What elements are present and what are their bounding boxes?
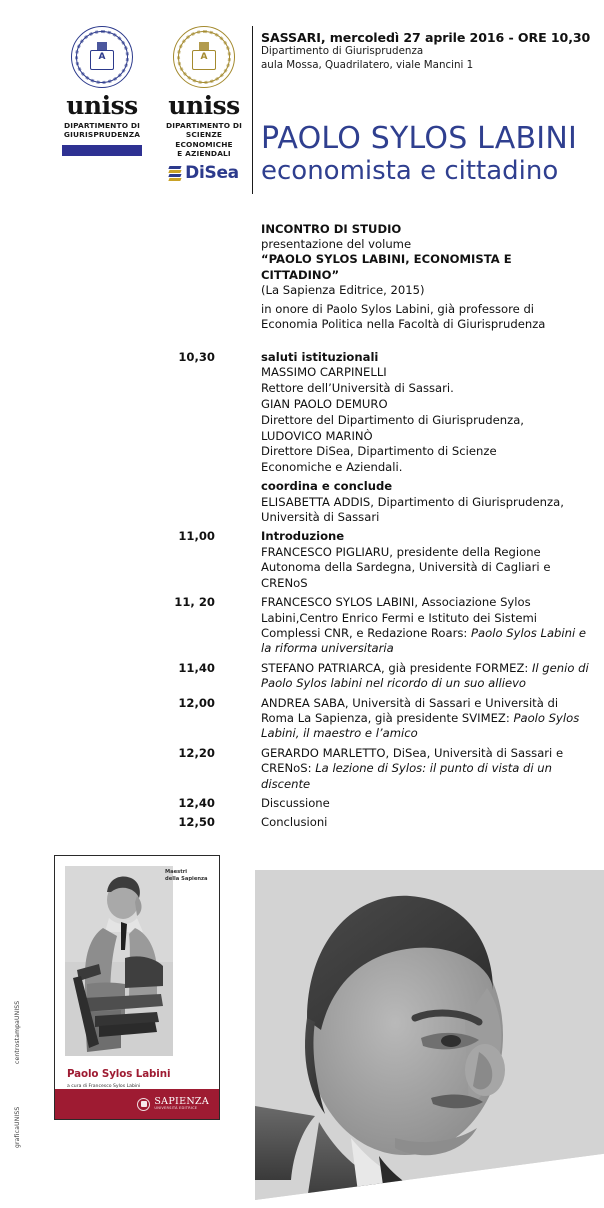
bottom-imagery bbox=[0, 855, 604, 1208]
schedule-body bbox=[261, 796, 591, 812]
seal-letter-gold: A bbox=[200, 52, 208, 62]
disea-bars-icon bbox=[169, 166, 183, 181]
intro-book-title: “PAOLO SYLOS LABINI, ECONOMISTA E CITTADINO” bbox=[261, 252, 512, 282]
uniss-seal-gold-icon bbox=[173, 26, 235, 88]
schedule-time: 11, 20 bbox=[174, 595, 215, 610]
schedule-entry bbox=[261, 696, 591, 742]
portrait-photo bbox=[255, 870, 604, 1200]
speaker-role: Rettore dell’Università di Sassari. bbox=[261, 380, 454, 395]
schedule-row bbox=[0, 595, 604, 658]
schedule-list bbox=[0, 350, 604, 835]
speaker-role: Direttore DiSea, Dipartimento di Scienze bbox=[261, 444, 497, 459]
schedule-row bbox=[0, 350, 604, 476]
entry-title-italic: La lezione di Sylos: il punto di vista di un discente bbox=[261, 761, 552, 791]
intro-presentation: presentazione del volume bbox=[261, 237, 412, 252]
book-publisher-band bbox=[55, 1089, 219, 1119]
speaker-name: ELISABETTA ADDIS, Dipartimento di Giurisprudenza, bbox=[261, 494, 564, 509]
publisher-subtitle: UNIVERSITÀ EDITRICE bbox=[154, 1106, 198, 1111]
schedule-time: 11,00 bbox=[178, 529, 215, 544]
entry-title-italic: Paolo Sylos Labini e la riforma universitaria bbox=[261, 625, 587, 656]
event-venue: aula Mossa, Quadrilatero, viale Mancini 1 bbox=[261, 58, 474, 71]
publisher-text bbox=[154, 1097, 209, 1111]
schedule-row bbox=[0, 746, 604, 793]
poster-header bbox=[0, 0, 604, 212]
schedule-body bbox=[261, 350, 591, 476]
entry-text: GERARDO MARLETTO, DiSea, Università di Sassari e CRENoS: bbox=[261, 745, 564, 776]
dept-left-line1: DIPARTIMENTO DI bbox=[63, 121, 141, 130]
title-subtitle: economista e cittadino bbox=[261, 156, 559, 186]
schedule-body bbox=[261, 815, 591, 831]
schedule-time: 12,00 bbox=[178, 695, 215, 710]
schedule-time: 11,40 bbox=[178, 660, 215, 675]
header-vertical-divider bbox=[252, 26, 253, 194]
schedule-entry bbox=[261, 661, 591, 692]
schedule-entry bbox=[261, 595, 591, 657]
schedule-time: 10,30 bbox=[178, 350, 215, 364]
publisher-name: SAPIENZA bbox=[154, 1095, 209, 1107]
speaker-name: LUDOVICO MARINÒ bbox=[261, 429, 373, 444]
speaker-name: MASSIMO CARPINELLI bbox=[261, 365, 387, 380]
schedule-heading: saluti istituzionali bbox=[261, 350, 379, 364]
schedule-body bbox=[261, 595, 591, 658]
schedule-time: 12,20 bbox=[178, 745, 215, 760]
schedule-body bbox=[261, 746, 591, 793]
book-cover-photo bbox=[65, 866, 173, 1056]
speaker-role: Università di Sassari bbox=[261, 510, 380, 525]
schedule-time: 12,50 bbox=[178, 815, 215, 830]
schedule-heading: coordina e conclude bbox=[261, 479, 393, 494]
entry-title-italic: Paolo Sylos Labini, il maestro e l’amico bbox=[261, 710, 580, 741]
schedule-entry bbox=[261, 746, 591, 792]
entry-text: FRANCESCO SYLOS LABINI, Associazione Sylos Labini,Centro Enrico Fermi e Istituto dei Sistemi Complessi CNR, e Redazione Roars: bbox=[261, 595, 538, 640]
seal-letter: A bbox=[98, 52, 106, 62]
intro-honor-line2: Economia Politica nella Facoltà di Giurisprudenza bbox=[261, 317, 546, 332]
intro-kicker: INCONTRO DI STUDIO bbox=[261, 222, 402, 236]
title-main: PAOLO SYLOS LABINI bbox=[261, 121, 578, 156]
speaker-role: Autonoma della Sardegna, Università di Cagliari e bbox=[261, 560, 551, 575]
schedule-body bbox=[261, 696, 591, 743]
schedule-row bbox=[0, 661, 604, 693]
vertical-credits bbox=[14, 0, 42, 1208]
entry-text: STEFANO PATRIARCA, già presidente FORMEZ: bbox=[261, 660, 532, 675]
schedule-entry: Conclusioni bbox=[261, 815, 328, 830]
schedule-row bbox=[0, 529, 604, 592]
uniss-seal-icon bbox=[71, 26, 133, 88]
credit-grafica: graficaUNISS bbox=[14, 1106, 21, 1148]
book-curator: a cura di Francesco Sylos Labini bbox=[67, 1084, 141, 1089]
sapienza-seal-icon bbox=[137, 1098, 150, 1111]
book-series-label bbox=[165, 869, 209, 883]
dept-right-line2: SCIENZE ECONOMICHE bbox=[175, 130, 233, 149]
page-title bbox=[261, 122, 601, 187]
uniss-wordmark-right: uniss bbox=[168, 91, 240, 120]
logo-giurisprudenza bbox=[58, 26, 146, 156]
event-department: Dipartimento di Giurisprudenza bbox=[261, 45, 424, 57]
blue-accent-bar bbox=[62, 145, 142, 156]
entry-title-italic: Il genio di Paolo Sylos labini nel ricordo di un suo allievo bbox=[261, 660, 589, 691]
speaker-role-cont: CRENoS bbox=[261, 575, 308, 590]
logo-scienze-economiche bbox=[160, 26, 248, 182]
event-date-line: SASSARI, mercoledì 27 aprile 2016 - ORE 10,30 bbox=[261, 30, 591, 45]
schedule-row bbox=[0, 815, 604, 831]
schedule-heading: Introduzione bbox=[261, 529, 345, 544]
intro-block bbox=[261, 222, 591, 332]
book-cover bbox=[54, 855, 220, 1120]
event-header-text bbox=[261, 30, 591, 72]
uniss-wordmark-left: uniss bbox=[66, 91, 138, 120]
disea-logo bbox=[160, 162, 248, 183]
schedule-body bbox=[261, 661, 591, 693]
book-title: Paolo Sylos Labini bbox=[67, 1068, 171, 1080]
schedule-body bbox=[261, 529, 591, 592]
dept-right-line1: DIPARTIMENTO DI bbox=[165, 121, 243, 130]
logo-group bbox=[58, 26, 248, 182]
dept-left-line2: GIURISPRUDENZA bbox=[63, 130, 141, 140]
schedule-row bbox=[0, 479, 604, 526]
intro-honor-line1: in onore di Paolo Sylos Labini, già professore di bbox=[261, 302, 535, 317]
intro-publisher: (La Sapienza Editrice, 2015) bbox=[261, 282, 425, 297]
schedule-entry: Discussione bbox=[261, 795, 330, 810]
speaker-role: Direttore del Dipartimento di Giurisprudenza, bbox=[261, 412, 524, 427]
entry-text: ANDREA SABA, Università di Sassari e Università di Roma La Sapienza, già presidente SVIMEZ: bbox=[261, 695, 559, 725]
schedule-row bbox=[0, 696, 604, 743]
series-line-2: della Sapienza bbox=[165, 876, 208, 882]
disea-label: DiSea bbox=[185, 162, 239, 183]
credit-centrostampa: centrostampaUNISS bbox=[14, 1000, 21, 1064]
speaker-name: FRANCESCO PIGLIARU, presidente della Regione bbox=[261, 544, 541, 559]
schedule-row bbox=[0, 796, 604, 812]
schedule-body bbox=[261, 479, 591, 526]
dept-right-line3: E AZIENDALI bbox=[177, 149, 231, 159]
speaker-role-cont: Economiche e Aziendali. bbox=[261, 459, 403, 474]
schedule-time: 12,40 bbox=[178, 795, 215, 810]
series-line-1: Maestri bbox=[165, 869, 188, 875]
speaker-name: GIAN PAOLO DEMURO bbox=[261, 397, 388, 412]
